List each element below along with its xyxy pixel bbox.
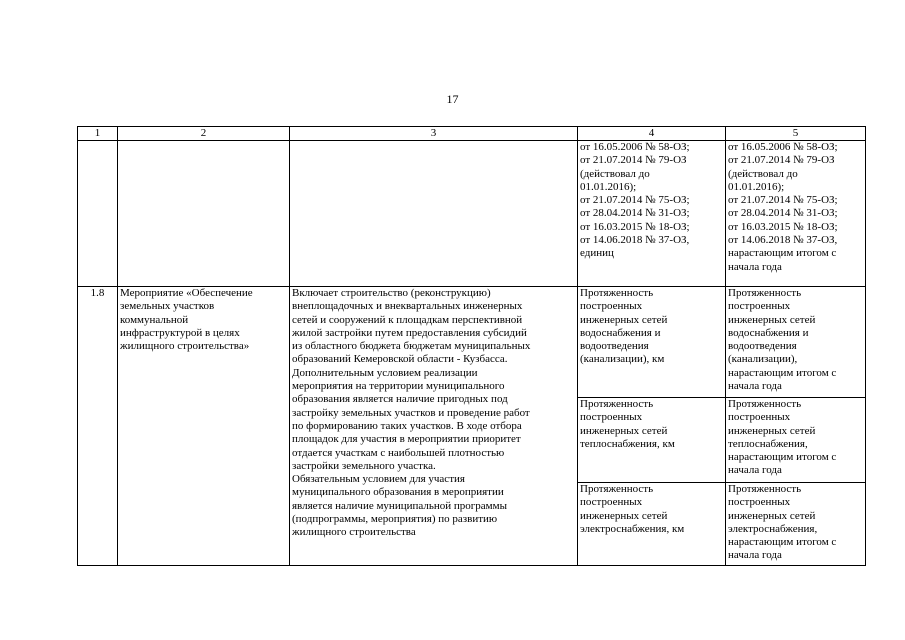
row-number: 1.8 — [78, 287, 118, 566]
indicator-power-col5: Протяженность построенных инженерных сетей электроснабжения, нарастающим итогом с начала года — [728, 483, 837, 562]
indicator-heat-col4: Протяженность построенных инженерных сетей теплоснабжения, км — [578, 398, 725, 483]
header-col-2: 2 — [118, 127, 290, 141]
measure-description: Включает строительство (реконструкцию) внеплощадочных и внеквартальных инженерных сетей и сооружений к площадкам перспективной жилой застройки путем предоставления субсидий из областного бюджета бюджетам муниципальных образований Кемеровской области - Кузбасса. Дополнительным условием реализации мероприятия на территории муниципального образования является наличие пригодных под застройку земельных участков и проведение работ по формированию таких участков. В ходе отбора площадок для участия в мероприятии приоритет отдается участкам с наибольшей плотностью застройки земельного участка. Обязательным условием для участия муниципального образования в мероприятии является наличие муниципальной программы (подпрограммы, мероприятия) по развитию жилищного строительства — [290, 287, 578, 566]
indicator-water-col5: Протяженность построенных инженерных сетей водоснабжения и водоотведения (канализации), нарастающим итогом с начала года — [726, 287, 865, 398]
program-table — [77, 126, 866, 566]
indicator-col5 — [726, 287, 866, 566]
cont-cell-2 — [118, 141, 290, 287]
cont-cell-unit: от 16.05.2006 № 58-ОЗ; от 21.07.2014 № 79-ОЗ (действовал до 01.01.2016); от 21.07.2014 № 75-ОЗ; от 28.04.2014 № 31-ОЗ; от 16.03.2015 № 18-ОЗ; от 14.06.2018 № 37-ОЗ, нарастающим итогом с начала года — [726, 141, 866, 287]
cont-cell-3 — [290, 141, 578, 287]
header-col-4: 4 — [578, 127, 726, 141]
table-row-continuation — [78, 141, 866, 287]
header-col-5: 5 — [726, 127, 866, 141]
measure-name: Мероприятие «Обеспечение земельных участков коммунальной инфраструктурой в целях жилищного строительства» — [118, 287, 290, 566]
table-header-row — [78, 127, 866, 141]
indicator-heat-col5: Протяженность построенных инженерных сетей теплоснабжения, нарастающим итогом с начала года — [726, 398, 865, 483]
cont-cell-1 — [78, 141, 118, 287]
header-col-3: 3 — [290, 127, 578, 141]
header-col-1: 1 — [78, 127, 118, 141]
indicator-col4 — [578, 287, 726, 566]
page-number: 17 — [446, 92, 459, 106]
table-row-1-8 — [78, 287, 866, 566]
cont-cell-indicator: от 16.05.2006 № 58-ОЗ; от 21.07.2014 № 79-ОЗ (действовал до 01.01.2016); от 21.07.2014 № 75-ОЗ; от 28.04.2014 № 31-ОЗ; от 16.03.2015 № 18-ОЗ; от 14.06.2018 № 37-ОЗ, единиц — [578, 141, 726, 287]
indicator-power-col4: Протяженность построенных инженерных сетей электроснабжения, км — [580, 483, 685, 535]
indicator-water-col4: Протяженность построенных инженерных сетей водоснабжения и водоотведения (канализации), км — [578, 287, 725, 398]
